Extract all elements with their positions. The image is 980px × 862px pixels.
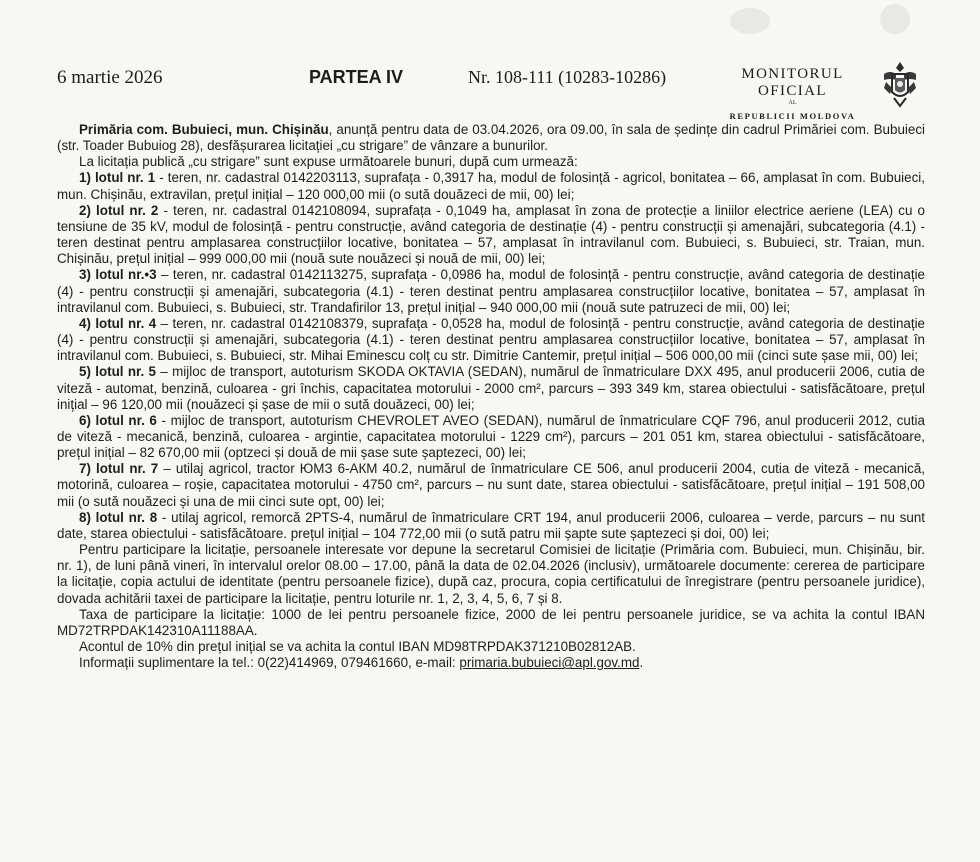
page-header <box>0 63 980 121</box>
lot-label: 4) lotul nr. 4 <box>79 315 157 331</box>
lot-text: – teren, nr. cadastral 0142108379, suprafața - 0,0528 ha, modul de folosință - pentru construcție, având categoria de destinație (4) - pentru construcții și amenajări, subcategoria (4.1) - teren destinat pentru amplasarea construcțiilor locative, bonitatea – 57, amplasat în intravilanul com. Bubuieci, s. Bubuieci, str. Mihai Eminescu colț cu str. Dimitrie Cantemir, prețul inițial – 506 000,00 mii (cinci sute șase mii, 00) lei; <box>57 315 925 364</box>
lot-label: 7) lotul nr. 7 <box>79 461 159 477</box>
masthead-title: MONITORUL OFICIAL <box>741 66 844 99</box>
list-item <box>57 461 925 509</box>
lot-text: - teren, nr. cadastral 0142108094, suprafața - 0,1049 ha, amplasat în zona de protecție a liniilor electrice aeriene (LEA) cu o tensiune de 35 kV, modul de folosință - pentru construcție, având categoria de destinație (4) - pentru construcții și amenajări, subcategoria (4.1) - teren destinat pentru amplasarea construcțiilor locative, bonitatea – 57, amplasat în intravilanul com. Bubuieci, s. Bubuieci, str. Traian, mun. Chișinău, prețul inițial – 999 000,00 mii (nouă sute nouăzeci și nouă de mii, 00) lei; <box>57 202 925 267</box>
section-label: PARTEA IV <box>309 67 404 87</box>
scan-smudge <box>730 8 770 34</box>
lot-label: 6) lotul nr. 6 <box>79 412 157 428</box>
masthead-subtitle: REPUBLICII MOLDOVA <box>729 111 856 121</box>
lot-text: - utilaj agricol, remorcă 2PTS-4, numărul de înmatriculare CRT 194, anul producerii 2006, culoarea – verde, parcurs – nu sunt date, starea obiectului - satisfăcătoare. prețul inițial – 104 772,00 mii (o sută patru mii șapte sute șaptezeci și doi, 00) lei; <box>57 509 925 541</box>
lot-label: 8) lotul nr. 8 <box>79 509 158 525</box>
list-item <box>57 364 925 412</box>
contact-info <box>57 655 925 671</box>
contact-end: . <box>639 655 644 671</box>
organization-name: Primăria com. Bubuieci, mun. Chișinău <box>79 122 329 137</box>
lot-label: 3) lotul nr.•3 <box>79 267 157 283</box>
participation-fee: Taxa de participare la licitație: 1000 de lei pentru persoanele fizice, 2000 de lei pentru persoanele juridice, se va achita la contul IBAN MD72TRPDAK142310A11188AA. <box>57 606 925 638</box>
lot-text: - mijloc de transport, autoturism CHEVROLET AVEO (SEDAN), numărul de înmatriculare CQF 796, anul producerii 2012, cutia de viteză - mecanică, benzină, culoarea - argintie, capacitatea motorului - 1229 cm²), parcurs – 201 051 km, starea obiectului - satisfăcătoare, prețul inițial – 82 670,00 mii (optzeci și două de mii șase sute șaptezeci, 00) lei; <box>57 412 925 461</box>
contact-text: Informații suplimentare la tel.: 0(22)414969, 079461660, e-mail: <box>79 655 460 671</box>
list-item <box>57 267 925 315</box>
lot-label: 2) lotul nr. 2 <box>79 202 159 218</box>
participation-terms: Pentru participare la licitație, persoanele interesate vor depune la secretarul Comisiei de licitație (Primăria com. Bubuieci, mun. Chișinău, bir. nr. 1), de luni până vineri, în intervalul orelor 08.00 – 17.00, până la data de 02.04.2026 (inclusiv), următoarele documente: cererea de participare la licitație, copia actului de identitate (pentru persoanele fizice), după caz, procura, copia certificatului de înregistrare (pentru persoanele juridice), dovada achitării taxei de participare la licitație, pentru loturile nr. 1, 2, 3, 4, 5, 6, 7 și 8. <box>57 542 925 606</box>
list-item <box>57 170 925 202</box>
lot-text: – utilaj agricol, tractor ЮМЗ 6-АКМ 40.2, numărul de înmatriculare CE 506, anul producerii 2004, cutia de viteză - mecanică, motorină, culoarea – roșie, capacitatea motorului - 4750 cm², parcurs – nu sunt date, starea obiectului - satisfăcătoare, prețul inițial – 191 508,00 mii (o sută nouăzeci și una de mii cinci sute opt, 00) lei; <box>57 461 925 509</box>
masthead <box>705 63 880 121</box>
lot-label: 5) lotul nr. 5 <box>79 364 156 380</box>
issue-number: Nr. 108-111 (10283-10286) <box>468 67 667 87</box>
auction-notice <box>57 122 925 671</box>
lot-label: 1) lotul nr. 1 <box>79 170 156 186</box>
list-item <box>57 203 925 268</box>
email-link[interactable]: primaria.bubuieci@apl.gov.md <box>459 655 640 671</box>
deposit-terms: Acontul de 10% din prețul inițial se va achita la contul IBAN MD98TRPDAK371210B02812AB. <box>79 639 636 654</box>
lot-text: – mijloc de transport, autoturism SKODA OKTAVIA (SEDAN), numărul de înmatriculare DXX 495, anul producerii 2006, cutia de viteză - automat, benzină, culoarea - gri închis, capacitatea motorului - 2000 cm², parcurs – 393 349 km, starea obiectului - satisfăcătoare, prețul inițial – 96 120,00 mii (nouăzeci și șase de mii o sută douăzeci, 00) lei; <box>57 364 925 412</box>
masthead-al: AL <box>788 100 797 106</box>
issue-date: 6 martie 2026 <box>57 67 163 88</box>
notice-intro <box>57 122 925 154</box>
list-item <box>57 316 925 364</box>
lots-intro: La licitația publică „cu strigare” sunt expuse următoarele bunuri, după cum urmează: <box>79 154 578 170</box>
lot-text: – teren, nr. cadastral 0142113275, suprafața - 0,0986 ha, modul de folosință - pentru construcție, având categoria de destinație (4) - pentru construcții și amenajări, subcategoria (4.1) - teren destinat pentru amplasarea construcțiilor locative, bonitatea – 57, amplasat în intravilanul com. Bubuieci, s. Bubuieci, str. Trandafirilor 13, prețul inițial – 940 000,00 mii (nouă sute patruzeci de mii, 00) lei; <box>57 267 925 315</box>
intro-text: , anunță pentru data de 03.04.2026, ora 09.00, în sala de ședințe din cadrul Primăriei com. Bubuieci (str. Toader Bubuiog 28), desfășurarea licitației „cu strigare” de vânzare a bunurilor. <box>57 122 925 154</box>
lot-text: - teren, nr. cadastral 0142203113, suprafața - 0,3917 ha, modul de folosință - agricol, bonitatea – 66, amplasat în com. Bubuieci, mun. Chișinău, extravilan, prețul inițial – 120 000,00 mii (o sută douăzeci de mii, 00) lei; <box>57 170 925 202</box>
coat-of-arms-icon <box>880 58 920 110</box>
list-item <box>57 413 925 461</box>
scan-smudge <box>880 4 910 34</box>
list-item <box>57 510 925 542</box>
